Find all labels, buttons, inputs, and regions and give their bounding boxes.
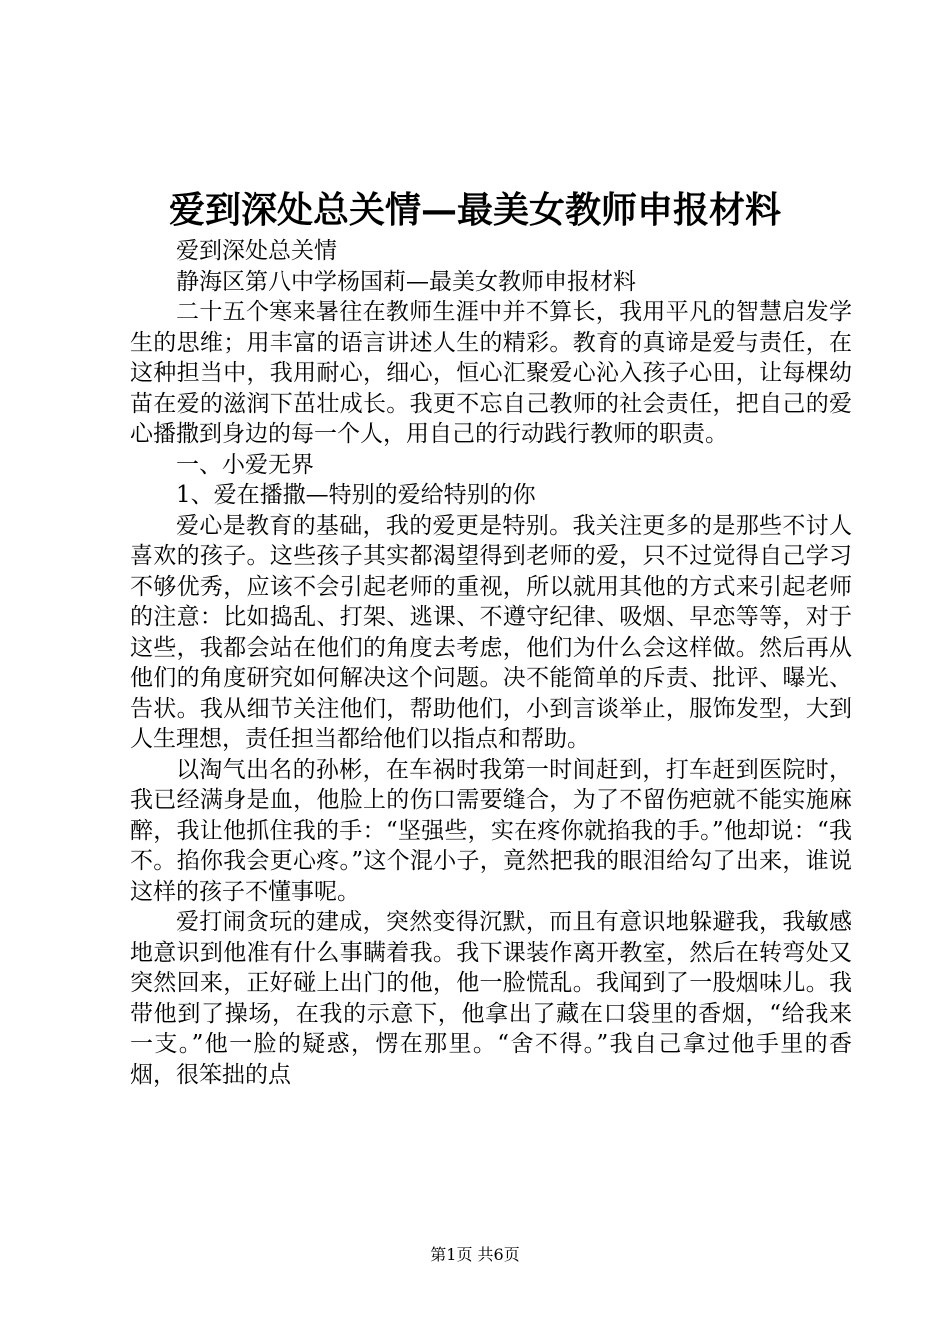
body-paragraph: 爱打闹贪玩的建成，突然变得沉默，而且有意识地躲避我，我敏感地意识到他准有什么事瞒着我。我下课装作离开教室，然后在转弯处又突然回来，正好碰上出门的他，他一脸慌乱。我闻到了一股烟味儿。我带他到了操场，在我的示意下，他拿出了藏在口袋里的香烟，“给我来一支。”他一脸的疑惑，愣在那里。“舍不得。”我自己拿过他手里的香烟，很笨拙的点 (130, 909, 852, 1088)
body-paragraph: 爱心是教育的基础，我的爱更是特别。我关注更多的是那些不讨人喜欢的孩子。这些孩子其实都渴望得到老师的爱，只不过觉得自己学习不够优秀，应该不会引起老师的重视，所以就用其他的方式来引起老师的注意：比如捣乱、打架、逃课、不遵守纪律、吸烟、早恋等等，对于这些，我都会站在他们的角度去考虑，他们为什么会这样做。然后再从他们的角度研究如何解决这个问题。决不能简单的斥责、批评、曝光、告状。我从细节关注他们，帮助他们，小到言谈举止，服饰发型，大到人生理想，责任担当都给他们以指点和帮助。 (130, 512, 852, 752)
subsection-heading: 1、爱在播撒—特别的爱给特别的你 (176, 482, 536, 508)
intro-paragraph: 二十五个寒来暑往在教师生涯中并不算长，我用平凡的智慧启发学生的思维；用丰富的语言讲述人生的精彩。教育的真谛是爱与责任，在这种担当中，我用耐心，细心，恒心汇聚爱心沁入孩子心田，让每棵幼苗在爱的滋润下茁壮成长。我更不忘自己教师的社会责任，把自己的爱心播撒到身边的每一个人，用自己的行动践行教师的职责。 (130, 299, 852, 447)
author-line: 静海区第八中学杨国莉—最美女教师申报材料 (176, 268, 636, 295)
document-body (130, 236, 852, 1090)
subtitle-line: 爱到深处总关情 (176, 238, 337, 264)
page-footer: 第1页 共6页 (430, 1245, 520, 1264)
document-title: 爱到深处总关情—最美女教师申报材料 (168, 189, 781, 231)
section-heading: 一、小爱无界 (176, 451, 314, 478)
body-paragraph: 以淘气出名的孙彬，在车祸时我第一时间赶到，打车赶到医院时，我已经满身是血，他脸上的伤口需要缝合，为了不留伤疤就不能实施麻醉，我让他抓住我的手：“坚强些，实在疼你就掐我的手。”他却说：“我不。掐你我会更心疼。”这个混小子，竟然把我的眼泪给勾了出来，谁说这样的孩子不懂事呢。 (130, 756, 852, 905)
